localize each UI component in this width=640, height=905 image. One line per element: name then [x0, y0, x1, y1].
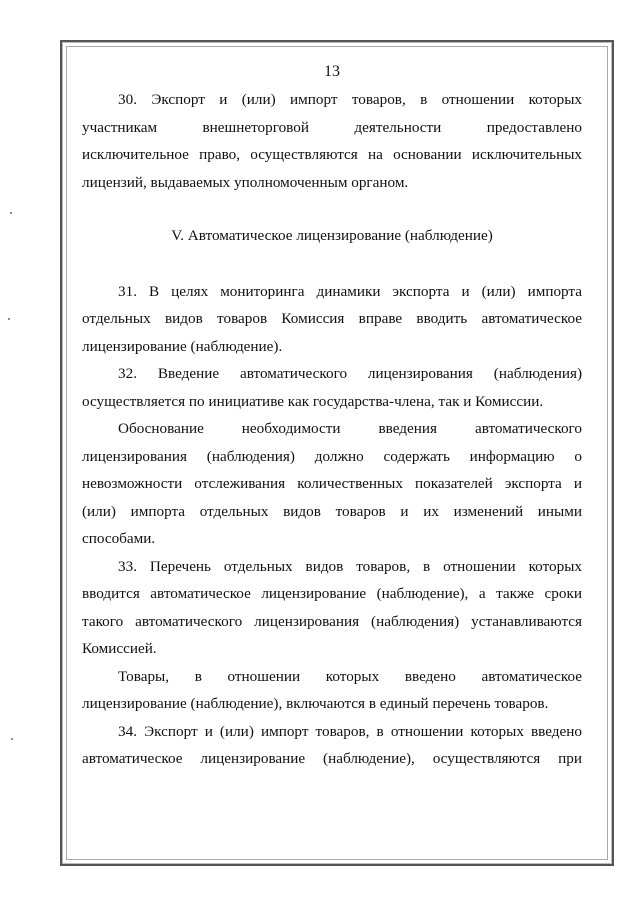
- text-line: Товары, в отношении которых введено автоматическое: [118, 667, 582, 685]
- text-line: отдельных видов товаров Комиссия вправе вводить автоматическое: [82, 310, 582, 327]
- paragraph-33: [82, 553, 582, 663]
- text-line: 33. Перечень отдельных видов товаров, в отношении которых: [118, 557, 582, 575]
- scan-speck: [8, 318, 10, 320]
- text-line: Обоснование необходимости введения автоматического: [118, 420, 582, 437]
- text-line: 31. В целях мониторинга динамики экспорта и (или) импорта: [118, 282, 582, 300]
- scan-speck: [11, 738, 13, 740]
- text-line: такого автоматического лицензирования (наблюдения) устанавливаются: [82, 612, 582, 630]
- paragraph-goods: [82, 663, 582, 718]
- paragraph-30: [82, 86, 582, 196]
- text-line: Комиссией.: [82, 640, 157, 657]
- text-line: 30. Экспорт и (или) импорт товаров, в отношении которых: [118, 91, 582, 108]
- paragraph-34: [82, 718, 582, 773]
- text-line: лицензирования (наблюдения) должно содержать информацию о: [82, 447, 582, 465]
- section-heading: V. Автоматическое лицензирование (наблюдение): [171, 227, 493, 244]
- scan-speck: [10, 212, 12, 214]
- text-line: вводится автоматическое лицензирование (наблюдение), а также сроки: [82, 585, 582, 602]
- page-number: 13: [324, 63, 340, 80]
- text-line: 34. Экспорт и (или) импорт товаров, в отношении которых введено: [118, 722, 582, 740]
- paragraph-31: [82, 278, 582, 361]
- text-line: 32. Введение автоматического лицензирования (наблюдения): [118, 365, 582, 382]
- text-line: лицензирование (наблюдение).: [82, 337, 283, 355]
- text-line: лицензий, выдаваемых уполномоченным органом.: [82, 173, 409, 191]
- text-line: лицензирование (наблюдение), включаются в единый перечень товаров.: [82, 695, 549, 712]
- text-line: способами.: [82, 530, 156, 547]
- text-line: автоматическое лицензирование (наблюдение), осуществляются при: [82, 750, 582, 767]
- text-line: невозможности отслеживания количественных показателей экспорта и: [82, 475, 582, 492]
- document-body: [82, 58, 582, 773]
- text-line: исключительное право, осуществляются на основании исключительных: [82, 146, 582, 163]
- paragraph-32: [82, 360, 582, 415]
- text-line: (или) импорта отдельных видов товаров и их изменений иными: [82, 502, 582, 520]
- text-line: осуществляется по инициативе как государства-члена, так и Комиссии.: [82, 392, 544, 410]
- paragraph-justification: [82, 415, 582, 553]
- text-line: участникам внешнеторговой деятельности предоставлено: [82, 118, 582, 136]
